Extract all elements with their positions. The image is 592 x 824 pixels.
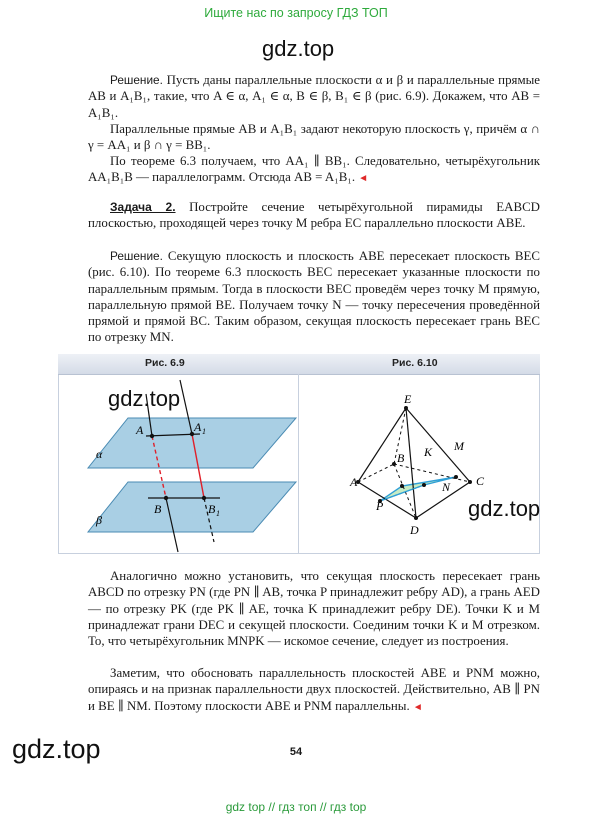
end-marker-icon: ◄ bbox=[358, 173, 369, 185]
paragraph-text: Заметим, что обосновать параллельность плоскостей ABE и PNM можно, опираясь и на признак параллельности двух плоскостей. Действительно, AB ∥ PN и BE ∥ NM. Поэтому плоскости ABE и PNM параллельны. bbox=[88, 666, 540, 713]
plane-alpha bbox=[88, 418, 296, 468]
point-m bbox=[454, 475, 458, 479]
label-a1: A bbox=[194, 420, 202, 434]
task-label: Задача 2. bbox=[110, 200, 176, 214]
point-c bbox=[468, 480, 472, 484]
label-m: M bbox=[454, 439, 464, 453]
plane-beta bbox=[88, 482, 296, 532]
paragraph-3 bbox=[88, 153, 540, 188]
solution-label: Решение. bbox=[110, 73, 163, 87]
paragraph-solution-2 bbox=[88, 248, 540, 346]
figure-title-6-9: Рис. 6.9 bbox=[145, 357, 185, 369]
figure-header bbox=[58, 354, 540, 375]
label-e: E bbox=[404, 392, 412, 406]
watermark-fig-right: gdz.top bbox=[468, 496, 541, 521]
label-a: A bbox=[350, 475, 358, 489]
label-b1-sub: 1 bbox=[216, 509, 220, 518]
label-a1-sub: 1 bbox=[202, 427, 206, 436]
end-marker-icon: ◄ bbox=[412, 701, 423, 713]
point-b bbox=[164, 496, 168, 500]
watermark-fig-left: gdz.top bbox=[108, 386, 181, 411]
label-alpha: α bbox=[96, 447, 103, 461]
point-n bbox=[422, 483, 426, 487]
label-n: N bbox=[442, 480, 451, 494]
point-a bbox=[150, 434, 154, 438]
label-k: K bbox=[424, 445, 433, 459]
task-2 bbox=[88, 199, 540, 232]
paragraph-text: По теореме 6.3 получаем, что AA₁ ∥ BB₁. Следовательно, четырёхугольник AA₁B₁B — параллелограмм. Отсюда AB = A₁B₁. bbox=[88, 154, 540, 185]
watermark-top: gdz.top bbox=[262, 36, 335, 61]
label-b: B bbox=[154, 502, 162, 516]
label-beta: β bbox=[96, 513, 102, 527]
point-b1 bbox=[202, 496, 206, 500]
label-c: C bbox=[476, 474, 485, 488]
footer-links[interactable]: gdz top // гдз топ // гдз top bbox=[225, 800, 367, 814]
watermark-bottom-left: gdz.top bbox=[12, 734, 101, 764]
task-text: Постройте сечение четырёхугольной пирамиды EABCD плоскостью, проходящей через точку M ребра EC параллельно плоскости ABE. bbox=[88, 200, 540, 231]
paragraph-6 bbox=[88, 665, 540, 716]
point-b bbox=[392, 462, 396, 466]
label-b: B bbox=[397, 451, 405, 465]
figure-title-6-10: Рис. 6.10 bbox=[392, 357, 438, 369]
page-number: 54 bbox=[289, 746, 303, 758]
edge-ea bbox=[358, 408, 406, 482]
point-e bbox=[404, 406, 408, 410]
point-d bbox=[414, 516, 418, 520]
paragraph-text: Пусть даны параллельные плоскости α и β и параллельные прямые AB и A₁B₁, такие, что A ∈ α, A₁ ∈ α, B ∈ β, B₁ ∈ β (рис. 6.9). Докажем, что AB = A₁B₁. bbox=[88, 73, 540, 120]
paragraph-solution-1 bbox=[88, 72, 540, 121]
label-b1: B bbox=[208, 502, 216, 516]
label-p: P bbox=[376, 499, 384, 513]
label-d: D bbox=[410, 523, 419, 537]
edge-ed bbox=[406, 408, 416, 518]
solution-label: Решение. bbox=[110, 249, 163, 263]
paragraph-text: Секущую плоскость и плоскость ABE пересекает плоскость BEC (рис. 6.10). По теореме 6.3 плоскость BEC пересекает указанные плоскости по параллельным прямым. Тогда в плоскости BEC проведём через точку M прямую, параллельную прямой BE. Получаем точку N — точку пересечения проведённой прямой и прямой BC. Таким образом, секущая плоскость пересекает грань BEC по отрезку MN. bbox=[88, 249, 540, 345]
paragraph-5: Аналогично можно установить, что секущая плоскость пересекает грань ABCD по отрезку PN (где PN ∥ AB, точка P принадлежит ребру AD), а грань AED — по отрезку PK (где PK ∥ AE, точка K принадлежит ребру DE). Точки K и M принадлежат грани DEC и секущей плоскости. Соединим точки K и M отрезком. То, что четырёхугольник MNPK — искомое сечение, следует из построения. bbox=[88, 569, 540, 649]
edge-bc bbox=[394, 464, 470, 482]
label-a: A bbox=[136, 423, 144, 437]
paragraph-2: Параллельные прямые AB и A₁B₁ задают некоторую плоскость γ, причём α ∩ γ = AA₁ и β ∩ γ = BB₁. bbox=[88, 122, 540, 153]
site-banner[interactable]: Ищите нас по запросу ГДЗ ТОП bbox=[204, 6, 388, 20]
point-k bbox=[400, 484, 404, 488]
